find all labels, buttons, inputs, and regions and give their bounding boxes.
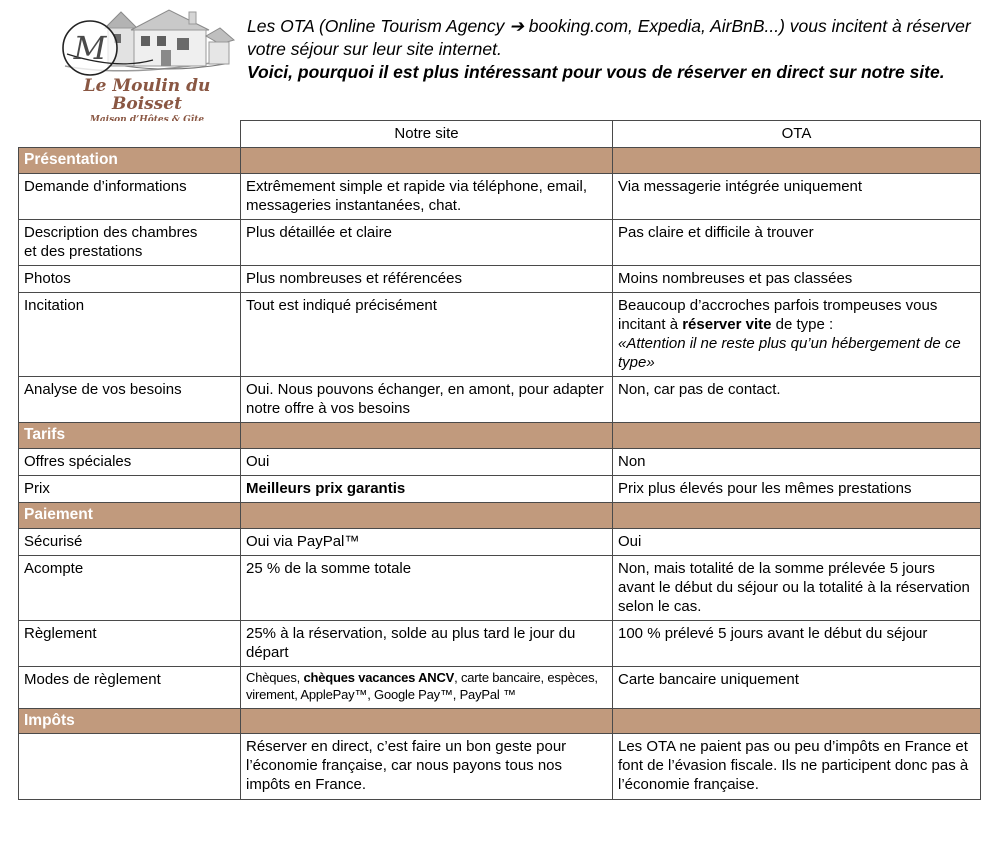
cell-notre-site: 25% à la réservation, solde au plus tard le jour du départ [241, 620, 613, 666]
cell-notre-site: Oui via PayPal™ [241, 528, 613, 555]
header-ota: OTA [613, 121, 981, 148]
section-filler-cell [613, 423, 981, 449]
row-label: Demande d’informations [19, 173, 241, 219]
cell-ota: Carte bancaire uniquement [613, 666, 981, 708]
column-header-row [19, 121, 981, 148]
section-filler-cell [241, 423, 613, 449]
section-row-presentation [19, 148, 981, 174]
cell-ota: Oui [613, 528, 981, 555]
cell-notre-site: Oui. Nous pouvons échanger, en amont, pour adapter notre offre à vos besoins [241, 377, 613, 423]
cell-notre-site: Meilleurs prix garantis [241, 475, 613, 502]
cell-notre-site: Réserver en direct, c’est faire un bon geste pour l’économie française, car nous payons tous nos impôts en France. [241, 734, 613, 799]
logo-title: Le Moulin du Boisset [83, 76, 211, 114]
table-row [19, 219, 981, 265]
section-filler-cell [613, 708, 981, 734]
table-row [19, 734, 981, 799]
logo-monogram: M [73, 29, 107, 67]
cell-ota: Beaucoup d’accroches parfois trompeuses vous incitant à réserver vite de type : «Attention il ne reste plus qu’un hébergement de ce type» [613, 292, 981, 376]
comparison-table-body [19, 148, 981, 800]
cell-notre-site: Tout est indiqué précisément [241, 292, 613, 376]
table-row [19, 528, 981, 555]
section-row-impots [19, 708, 981, 734]
table-row [19, 555, 981, 620]
section-title-paiement: Paiement [19, 502, 241, 528]
cell-ota: Non, car pas de contact. [613, 377, 981, 423]
header-empty-cell [19, 121, 241, 148]
cell-notre-site: Oui [241, 448, 613, 475]
cell-ota: Non [613, 448, 981, 475]
table-row [19, 620, 981, 666]
section-title-presentation: Présentation [19, 148, 241, 174]
row-label: Sécurisé [19, 528, 241, 555]
table-row [19, 666, 981, 708]
cell-ota: Prix plus élevés pour les mêmes prestations [613, 475, 981, 502]
row-label: Modes de règlement [19, 666, 241, 708]
section-filler-cell [241, 148, 613, 174]
row-label: Prix [19, 475, 241, 502]
cell-ota: 100 % prélevé 5 jours avant le début du séjour [613, 620, 981, 666]
intro-text [247, 15, 989, 84]
cell-notre-site: Chèques, chèques vacances ANCV, carte bancaire, espèces, virement, ApplePay™, Google Pay™, PayPal ™ [241, 666, 613, 708]
cell-ota: Les OTA ne paient pas ou peu d’impôts en France et font de l’évasion fiscale. Ils ne participent donc pas à l’économie française. [613, 734, 981, 799]
intro-line-1: Les OTA (Online Tourism Agency ➔ booking.com, Expedia, AirBnB...) vous incitent à réserver votre séjour sur leur site internet. [247, 16, 971, 60]
cell-ota: Via messagerie intégrée uniquement [613, 173, 981, 219]
section-filler-cell [613, 502, 981, 528]
cell-notre-site: Plus détaillée et claire [241, 219, 613, 265]
table-row [19, 448, 981, 475]
table-row [19, 377, 981, 423]
logo [52, 4, 242, 125]
house-illustration [57, 4, 237, 82]
table-row [19, 475, 981, 502]
header-notre-site: Notre site [241, 121, 613, 148]
section-row-paiement [19, 502, 981, 528]
cell-ota: Pas claire et difficile à trouver [613, 219, 981, 265]
row-label: Offres spéciales [19, 448, 241, 475]
row-label: Acompte [19, 555, 241, 620]
cell-notre-site: Plus nombreuses et référencées [241, 265, 613, 292]
table-row [19, 265, 981, 292]
section-row-tarifs [19, 423, 981, 449]
row-label: Photos [19, 265, 241, 292]
section-filler-cell [613, 148, 981, 174]
cell-notre-site: Extrêmement simple et rapide via téléphone, email, messageries instantanées, chat. [241, 173, 613, 219]
row-label: Analyse de vos besoins [19, 377, 241, 423]
intro-line-2: Voici, pourquoi il est plus intéressant pour vous de réserver en direct sur notre site. [247, 62, 945, 83]
row-label: Règlement [19, 620, 241, 666]
section-title-tarifs: Tarifs [19, 423, 241, 449]
section-title-impots: Impôts [19, 708, 241, 734]
cell-ota: Non, mais totalité de la somme prélevée 5 jours avant le début du séjour ou la totalité à la réservation selon le cas. [613, 555, 981, 620]
row-label: Incitation [19, 292, 241, 376]
section-filler-cell [241, 502, 613, 528]
comparison-table [18, 120, 981, 800]
cell-ota: Moins nombreuses et pas classées [613, 265, 981, 292]
table-row [19, 173, 981, 219]
table-row [19, 292, 981, 376]
section-filler-cell [241, 708, 613, 734]
cell-notre-site: 25 % de la somme totale [241, 555, 613, 620]
row-label [19, 734, 241, 799]
row-label: Description des chambres et des prestations [19, 219, 241, 265]
